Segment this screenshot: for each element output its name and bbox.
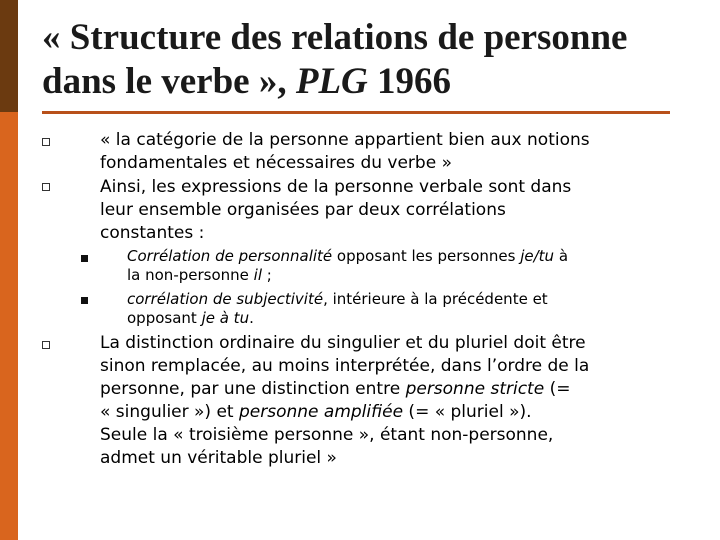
bullet-square-icon	[42, 138, 50, 146]
sub-bullet-1-text: Corrélation de personnalité opposant les personnes je/tu à la non-personne il ;	[127, 247, 569, 284]
bullet-3-text: La distinction ordinaire du singulier et du pluriel doit être sinon remplacée, au moins interprétée, dans l’ordre de la personne, par une distinction entre personne stricte (= « singulier ») et personne amplifiée (= « pluriel »). Seule la « troisième personne », étant non-personne, admet un véritable pluriel »	[100, 333, 590, 468]
bullet-2-text: Ainsi, les expressions de la personne verbale sont dans leur ensemble organisées par deux corrélations constantes :	[100, 177, 572, 243]
bullet-1-text: « la catégorie de la personne appartient bien aux notions fondamentales et nécessaires du verbe »	[100, 130, 590, 173]
sidebar-top-band	[0, 0, 18, 112]
title-line-2: dans le verbe », PLG 1966	[42, 61, 452, 102]
sub-bullet-square-icon	[81, 255, 88, 262]
title-underline	[42, 111, 670, 114]
sub-bullet-2-text: corrélation de subjectivité, intérieure à la précédente et opposant je à tu.	[127, 290, 548, 327]
sub-bullet-square-icon	[81, 297, 88, 304]
slide-title	[42, 16, 702, 104]
bullet-square-icon	[42, 341, 50, 349]
bullet-square-icon	[42, 183, 50, 191]
sidebar-bottom-band	[0, 112, 18, 540]
title-line-1: « Structure des relations de personne	[42, 17, 628, 58]
